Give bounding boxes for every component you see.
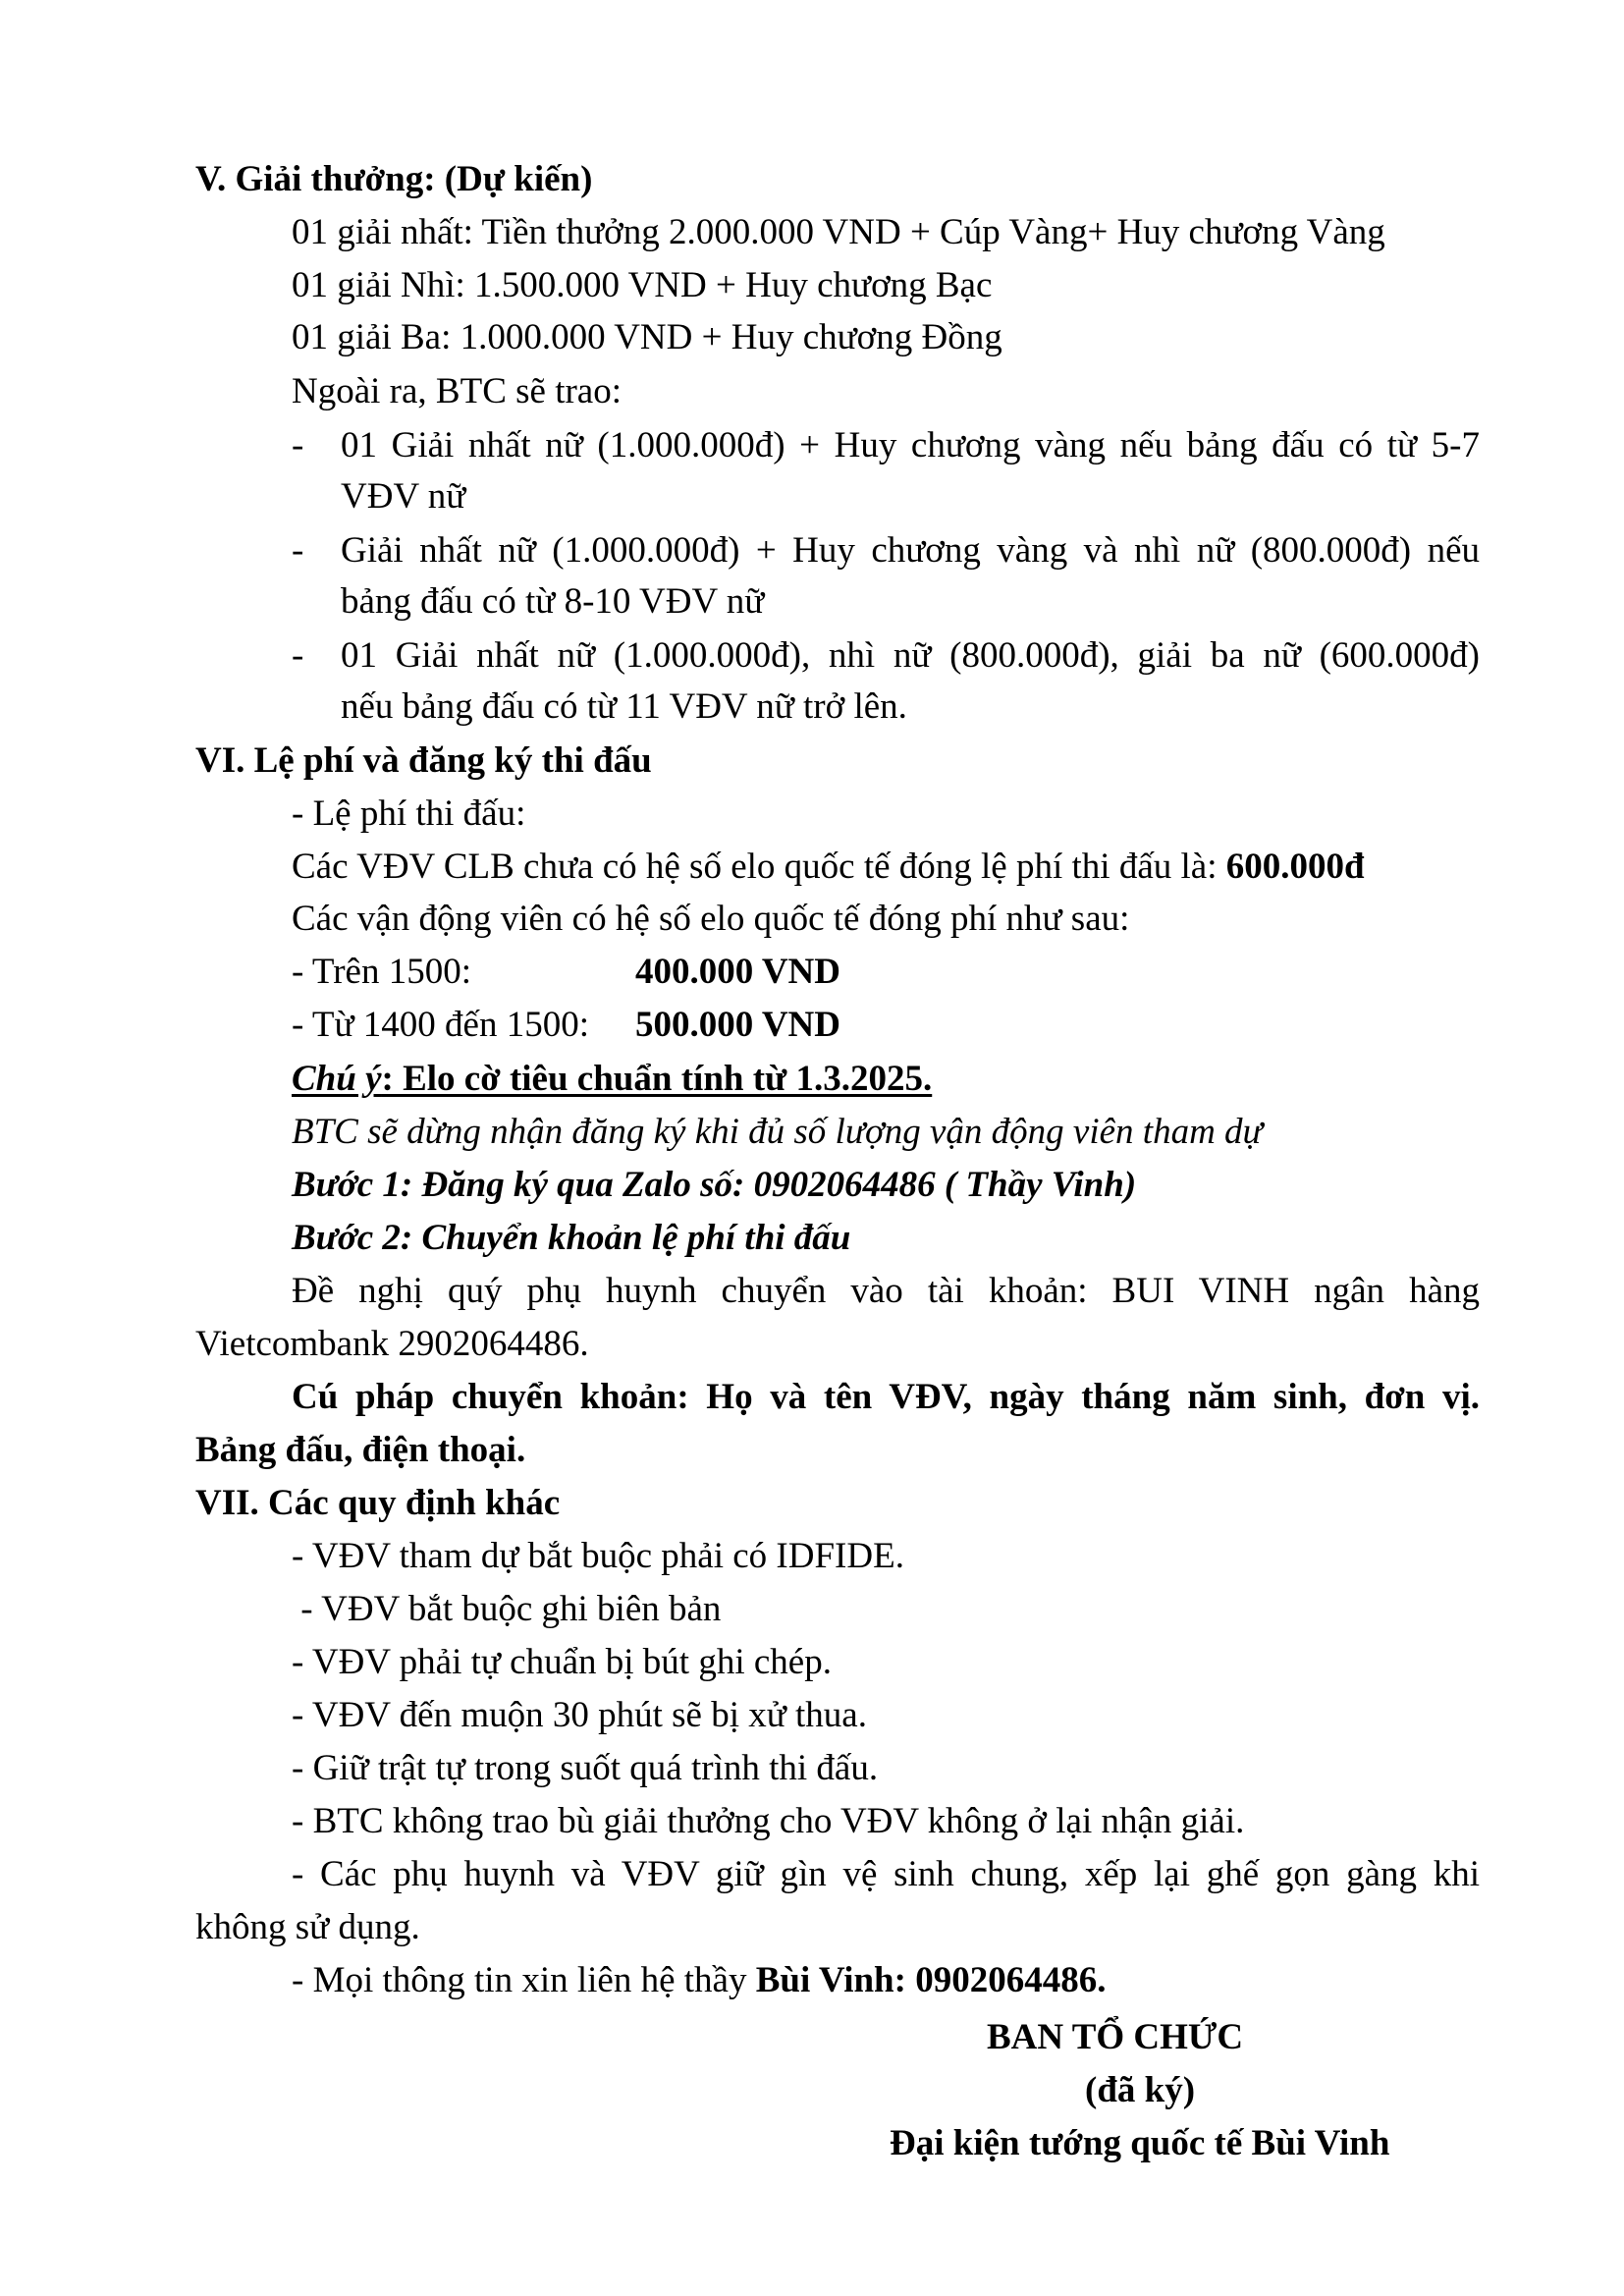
prize-first: 01 giải nhất: Tiền thưởng 2.000.000 VND + Cúp Vàng+ Huy chương Vàng [292, 212, 1385, 252]
tier-label: - Trên 1500: [292, 952, 471, 992]
contact-text: - Mọi thông tin xin liên hệ thầy [292, 1960, 756, 2000]
elo-note [292, 1061, 932, 1097]
rule-item: - VĐV tham dự bắt buộc phải có IDFIDE. [292, 1536, 904, 1576]
transfer-instruction-line1: Đề nghị quý phụ huynh chuyển vào tài khoản: BUI VINH ngân hàng [292, 1271, 1480, 1311]
fee-label: - Lệ phí thi đấu: [292, 793, 526, 834]
bullet-2-line1: Giải nhất nữ (1.000.000đ) + Huy chương vàng và nhì nữ (800.000đ) nếu [341, 530, 1480, 571]
bullet-3-line2: nếu bảng đấu có từ 11 VĐV nữ trở lên. [341, 686, 907, 727]
step-1: Bước 1: Đăng ký qua Zalo số: 0902064486 ( Thầy Vinh) [292, 1165, 1137, 1205]
no-elo-fee-line [292, 848, 1365, 885]
transfer-syntax-line2: Bảng đấu, điện thoại. [195, 1430, 526, 1470]
elo-fee-intro: Các vận động viên có hệ số elo quốc tế đóng phí như sau: [292, 899, 1130, 939]
hygiene-rule-line1: - Các phụ huynh và VĐV giữ gìn vệ sinh chung, xếp lại ghế gọn gàng khi [292, 1854, 1480, 1894]
rule-item: - VĐV bắt buộc ghi biên bản [292, 1589, 722, 1629]
tier-label: - Từ 1400 đến 1500: [292, 1005, 590, 1045]
registration-stop-notice: BTC sẽ dừng nhận đăng ký khi đủ số lượng vận động viên tham dự [292, 1112, 1263, 1152]
bullet-2-line2: bảng đấu có từ 8-10 VĐV nữ [341, 581, 765, 622]
note-text: : Elo cờ tiêu chuẩn tính từ 1.3.2025. [381, 1059, 933, 1099]
no-elo-fee-amount: 600.000đ [1225, 847, 1365, 887]
rule-item: - VĐV đến muộn 30 phút sẽ bị xử thua. [292, 1695, 867, 1735]
signature-org: BAN TỔ CHỨC [987, 2017, 1244, 2057]
rule-item: - Giữ trật tự trong suốt quá trình thi đấu. [292, 1748, 879, 1788]
section-vii-heading: VII. Các quy định khác [195, 1483, 561, 1523]
bullet-1-line1: 01 Giải nhất nữ (1.000.000đ) + Huy chương vàng nếu bảng đấu có từ 5-7 [341, 425, 1480, 465]
contact-name-phone: Bùi Vinh: 0902064486. [755, 1960, 1107, 2000]
no-elo-fee-text: Các VĐV CLB chưa có hệ số elo quốc tế đóng lệ phí thi đấu là: [292, 847, 1226, 887]
bullet-1-line2: VĐV nữ [341, 476, 466, 517]
bullet-dash: - [292, 530, 304, 571]
section-vi-heading: VI. Lệ phí và đăng ký thi đấu [195, 740, 652, 781]
prize-third: 01 giải Ba: 1.000.000 VND + Huy chương Đồng [292, 317, 1002, 357]
rule-item: - VĐV phải tự chuẩn bị bút ghi chép. [292, 1642, 832, 1682]
note-label: Chú ý [292, 1059, 382, 1099]
signature-signed: (đã ký) [1085, 2070, 1196, 2110]
signature-name: Đại kiện tướng quốc tế Bùi Vinh [890, 2123, 1390, 2163]
transfer-instruction-line2: Vietcombank 2902064486. [195, 1324, 589, 1364]
rule-item: - BTC không trao bù giải thưởng cho VĐV không ở lại nhận giải. [292, 1801, 1245, 1841]
tier-amount: 500.000 VND [635, 1005, 840, 1045]
tier-amount: 400.000 VND [635, 952, 840, 992]
section-v-heading: V. Giải thưởng: (Dự kiến) [195, 159, 593, 199]
step-2: Bước 2: Chuyển khoản lệ phí thi đấu [292, 1218, 851, 1258]
contact-line [292, 1962, 1106, 1998]
bullet-dash: - [292, 425, 304, 465]
hygiene-rule-line2: không sử dụng. [195, 1907, 420, 1947]
extra-prizes-intro: Ngoài ra, BTC sẽ trao: [292, 371, 622, 411]
prize-second: 01 giải Nhì: 1.500.000 VND + Huy chương Bạc [292, 265, 993, 305]
bullet-dash: - [292, 635, 304, 676]
bullet-3-line1: 01 Giải nhất nữ (1.000.000đ), nhì nữ (800.000đ), giải ba nữ (600.000đ) [341, 635, 1480, 676]
transfer-syntax-line1: Cú pháp chuyển khoản: Họ và tên VĐV, ngày tháng năm sinh, đơn vị. [292, 1377, 1480, 1417]
